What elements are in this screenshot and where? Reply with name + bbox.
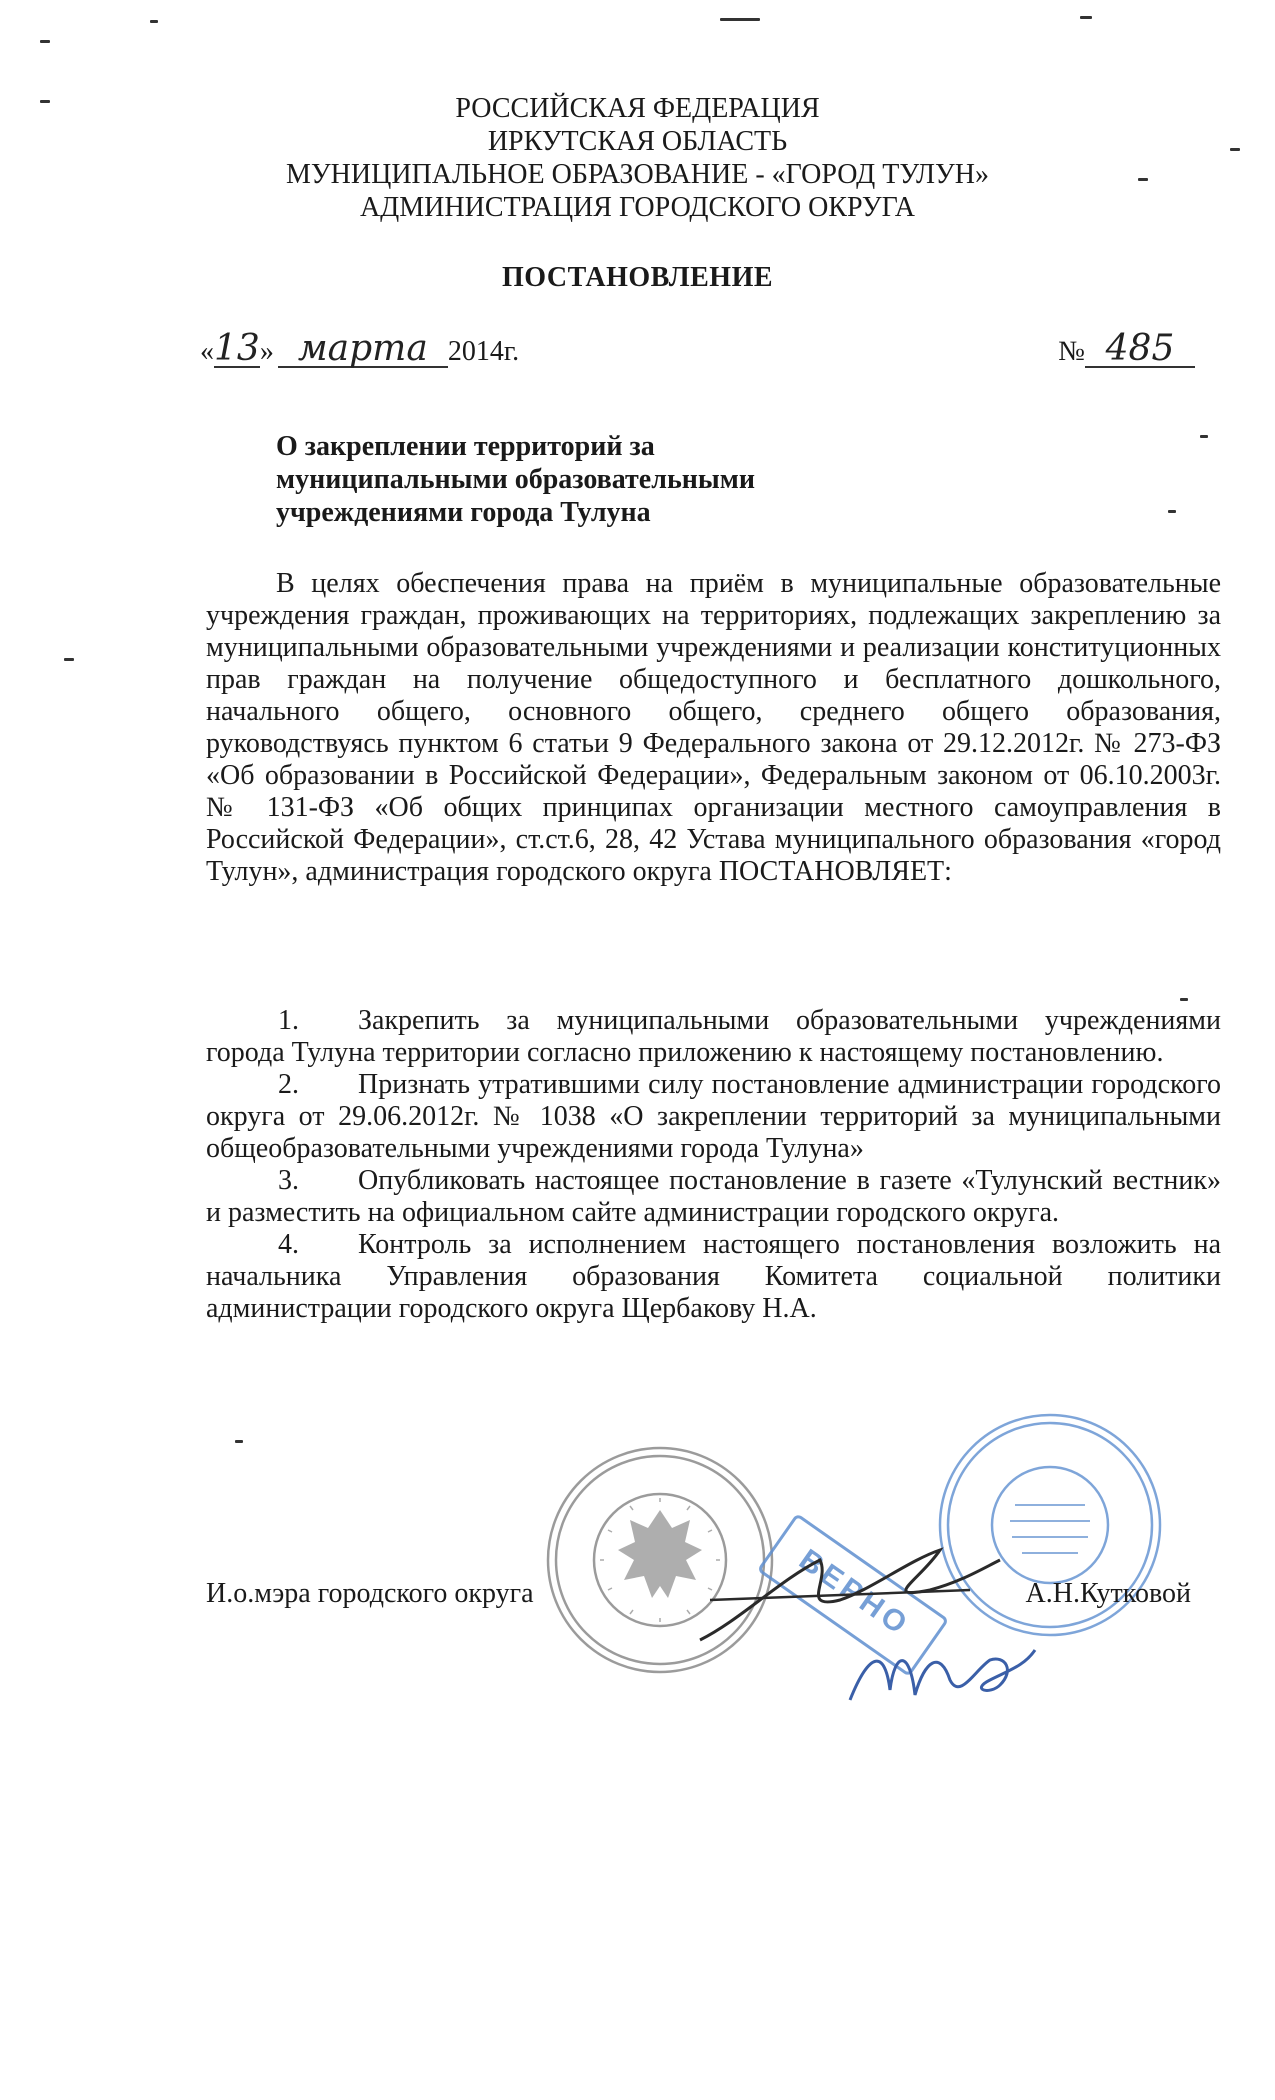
scan-speck	[40, 100, 50, 103]
subject-line: учреждениями города Тулуна	[276, 497, 651, 528]
date-open-quote: «	[200, 336, 214, 367]
item-number: 3.	[278, 1165, 299, 1196]
preamble-paragraph: В целях обеспечения права на приём в муниципальные образовательные учреждения граждан, проживающих на территориях, подлежащих закреплению за муниципальными образовательными учреждениями и реализации конституционных прав граждан на получение общедоступного и бесплатного дошкольного, начального общего, основного общего, среднего общего образования, руководствуясь пунктом 6 статьи 9 Федерального закона от 29.12.2012г. № 273-ФЗ «Об образовании в Российской Федерации», Федеральным законом от 06.10.2003г. № 131-ФЗ «Об общих принципах организации местного самоуправления в Российской Федерации», ст.ст.6, 28, 42 Устава муниципального образования «город Тулун», администрация городского округа ПОСТАНОВЛЯЕТ:	[206, 568, 1221, 887]
date-number-row	[200, 322, 1215, 372]
date-month: марта	[278, 332, 448, 368]
resolution-item	[206, 1165, 1221, 1229]
number-label: №	[1058, 336, 1085, 367]
scan-speck	[1168, 510, 1176, 513]
scan-speck	[64, 658, 74, 661]
item-text: Закрепить за муниципальными образовательными учреждениями города Тулуна территории согласно приложению к настоящему постановлению.	[206, 1005, 1221, 1068]
scan-speck	[720, 18, 760, 21]
header-region: ИРКУТСКАЯ ОБЛАСТЬ	[487, 126, 788, 157]
document-number	[1058, 328, 1195, 369]
date-close-quote: »	[259, 336, 274, 367]
resolution-item	[206, 1069, 1221, 1165]
document-type-title: ПОСТАНОВЛЕНИЕ	[501, 262, 774, 293]
scan-speck	[1180, 998, 1188, 1001]
document-subject	[276, 430, 755, 529]
verno-stamp-label: ВЕРНО	[793, 1543, 916, 1643]
resolution-item	[206, 1005, 1221, 1069]
item-text: Контроль за исполнением настоящего постановления возложить на начальника Управления образования Комитета социальной политики администрации городского округа Щербакову Н.А.	[206, 1229, 1221, 1324]
subject-line: муниципальными образовательными	[276, 464, 755, 495]
subject-line: О закреплении территорий за	[276, 431, 655, 462]
item-number: 2.	[278, 1069, 299, 1100]
document-date	[200, 328, 520, 369]
scan-speck	[40, 40, 50, 43]
scan-speck	[235, 1440, 243, 1443]
scan-speck	[1080, 16, 1092, 19]
scan-speck	[1200, 435, 1208, 438]
signatory-name: А.Н.Кутковой	[1025, 1578, 1191, 1609]
date-year: 2014г.	[447, 336, 520, 367]
resolution-item	[206, 1229, 1221, 1325]
scan-speck	[1138, 178, 1148, 181]
item-number: 1.	[278, 1005, 299, 1036]
number-value: 485	[1085, 332, 1195, 368]
item-number: 4.	[278, 1229, 299, 1260]
signatory-position: И.о.мэра городского округа	[206, 1578, 534, 1609]
header-administration: АДМИНИСТРАЦИЯ ГОРОДСКОГО ОКРУГА	[359, 192, 916, 223]
header-municipality: МУНИЦИПАЛЬНОЕ ОБРАЗОВАНИЕ - «ГОРОД ТУЛУН»	[285, 159, 990, 190]
header-country: РОССИЙСКАЯ ФЕДЕРАЦИЯ	[455, 93, 820, 124]
blue-signature-icon	[840, 1610, 1040, 1730]
resolution-items	[206, 1005, 1221, 1325]
item-text: Признать утратившими силу постановление администрации городского округа от 29.06.2012г. № 1038 «О закреплении территорий за муниципальными общеобразовательными учреждениями города Тулуна»	[206, 1069, 1221, 1164]
document-header	[0, 92, 1275, 224]
date-day: 13	[214, 328, 260, 369]
scan-speck	[150, 20, 158, 23]
scan-speck	[1230, 148, 1240, 151]
item-text: Опубликовать настоящее постановление в газете «Тулунский вестник» и разместить на официальном сайте администрации городского округа.	[206, 1165, 1221, 1228]
